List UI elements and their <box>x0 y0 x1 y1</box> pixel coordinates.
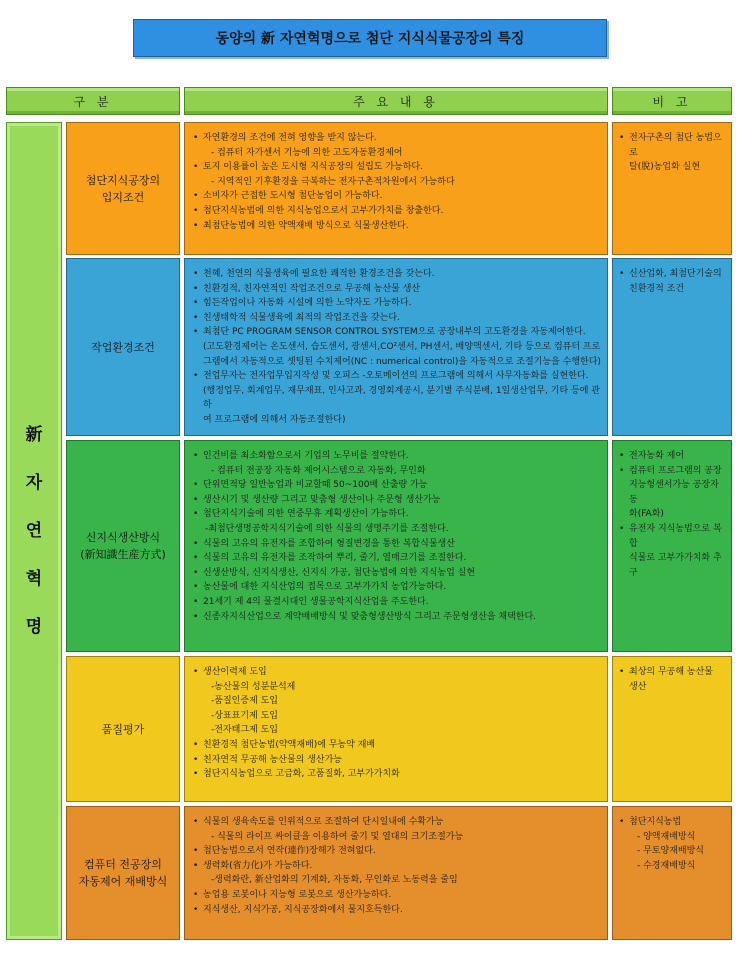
bullet-item: • 신산업화, 최첨단기술의 <box>629 267 725 282</box>
bullet-item: • 첨단농법으로서 연작(連作)장해가 전혀없다. <box>203 844 601 859</box>
row-category <box>66 258 180 436</box>
bullet-item: • 생산시기 및 생산량 그리고 맞춤형 생산이나 주문형 생산가능 <box>203 493 601 508</box>
note-list <box>613 807 731 873</box>
bullet-item: • 첨단지식농법에 의한 지식농업으로서 고부가가치를 창출한다. <box>203 204 601 219</box>
sub-item: -전자태그제 도입 <box>211 725 278 736</box>
category-label: 품질평가 <box>101 722 145 736</box>
bullet-item: • 지식생산, 지식가공, 지식공장화에서 물지호득한다. <box>203 903 601 918</box>
bullet-item: • 친환경적, 친자연적인 작업조건으로 무공해 농산물 생산 <box>203 282 601 297</box>
sub-item: 친환경적 조건 <box>629 283 685 294</box>
row-content <box>184 656 608 802</box>
sub-item: - 양액재배방식 <box>637 831 696 842</box>
category-label: 신지식생산방식 <box>85 531 161 544</box>
sub-item: -생력화란, 新산업화의 기계화, 자동화, 무인화로 노동력을 줄임 <box>211 875 458 886</box>
bullet-item: • 친환경적 첨단농법(약액재배)에 무농약 재배 <box>203 738 601 753</box>
bullet-item: • 식물의 고유의 유전자를 조작하여 뿌리, 줄기, 열매크기를 조절한다. <box>203 551 601 566</box>
sub-item: -최첨단생명공학지식기술에 의한 식물의 생명주기를 조절한다. <box>205 523 449 534</box>
bullet-item: • 단위면적당 일반농업과 비교할때 50~100배 산출량 가능 <box>203 478 601 493</box>
sub-item: - 수경재배방식 <box>637 860 696 871</box>
bullet-item: • 유전자 지식농법으로 복합 <box>629 522 725 551</box>
bullet-item: • 최상의 무공해 농산물 <box>629 665 725 680</box>
bullet-item: • 인건비를 최소화함으로서 기업의 노무비를 절약한다. <box>203 449 601 464</box>
row-category <box>66 806 180 940</box>
page-title: 동양의 新 자연혁명으로 첨단 지식식물공장의 특징 <box>133 19 607 57</box>
bullet-item: • 농산물에 대한 지식산업의 접목으로 고부가가치 농업가능하다. <box>203 580 601 595</box>
bullet-item: • 최첨단 PC PROGRAM SENSOR CONTROL SYSTEM으로 공장내부의 고도환경을 자동제어한다. <box>203 325 601 340</box>
row-content <box>184 122 608 255</box>
bullet-item: • 친생태학적 식물생육에 최적의 작업조건을 갖는다. <box>203 311 601 326</box>
note-list <box>613 123 731 175</box>
bullet-item: • 식물의 생육속도를 인위적으로 조절하여 단시일내에 수확가능 <box>203 815 601 830</box>
row-note <box>612 258 732 436</box>
sub-item: - 식물의 라이프 싸이클을 이용하여 줄기 및 열대의 크기조절가능 <box>211 831 464 842</box>
bullet-item: • 전자구촌의 첨단 농법으로 <box>629 131 725 160</box>
bullet-item: • 소비자가 근접한 도시형 첨단농업이 가능하다. <box>203 189 601 204</box>
note-list <box>613 259 731 296</box>
row-category <box>66 122 180 255</box>
bullet-item: • 신종자지식산업으로 계약배배방식 및 맞춤형생산방식 그리고 주문형생산을 채택한다. <box>203 610 601 625</box>
content-list <box>185 123 607 233</box>
sub-item: -농산물의 성분분석제 <box>211 681 296 692</box>
sub-item: - 컴퓨터 자가센서 기능에 의한 고도자동환경제어 <box>211 147 403 158</box>
row-note <box>612 656 732 802</box>
content-list <box>185 441 607 624</box>
sub-item: - 컴퓨터 전공장 자동화 제어시스템으로 자동화, 무인화 <box>211 465 426 476</box>
bullet-item: • 첨단지식농업으로 고급화, 고품질화, 고부가가치화 <box>203 767 601 782</box>
side-label-char: 연 <box>25 521 43 541</box>
bullet-item: • 생력화(省力化)가 가능하다. <box>203 859 601 874</box>
row-note <box>612 122 732 255</box>
side-label-char: 新 <box>25 425 43 445</box>
bullet-item: • 자연환경의 조건에 전혀 영향을 받지 않는다. <box>203 131 601 146</box>
sub-item: 그램에서 자동적으로 셋팅된 수치제어(NC : numerical control)을 자동적으로 조절기능을 수행한다) <box>203 356 601 367</box>
sub-item: - 지역적인 기후환경을 극복하는 전자구촌적차원에서 가능하다 <box>211 176 455 187</box>
side-label-char: 자 <box>25 473 43 493</box>
sub-item: - 무토양재배방식 <box>637 846 704 857</box>
bullet-item: • 최첨단농법에 의한 약액재배 방식으로 식물생산한다. <box>203 219 601 234</box>
bullet-item: • 힘든작업이나 자동화 시설에 의한 노약자도 가능하다. <box>203 296 601 311</box>
category-label: 입지조건 <box>101 190 145 204</box>
side-label-char: 혁 <box>25 569 43 589</box>
category-label: 자동제어 재배방식 <box>78 875 168 888</box>
bullet-item: • 신생산방식, 신지식생산, 신지식 가공, 첨단농법에 의한 지식농업 실현 <box>203 566 601 581</box>
sub-item: 여 프로그램에 의해서 자동조절한다) <box>203 414 346 425</box>
header-note: 비 고 <box>612 87 732 115</box>
side-label-char: 명 <box>25 617 43 637</box>
bullet-item: • 농업용 로봇이나 지능형 로봇으로 생산가능하다. <box>203 888 601 903</box>
sub-item: 생산 <box>629 681 647 692</box>
category-label: 작업환경조건 <box>91 340 155 354</box>
bullet-item: • 첨단지식기술에 의한 연중무휴 계획생산이 가능하다. <box>203 507 601 522</box>
row-category <box>66 440 180 652</box>
sub-item: 화(FA화) <box>629 509 664 520</box>
side-label <box>6 122 62 940</box>
header-category: 구 분 <box>6 87 180 115</box>
row-category <box>66 656 180 802</box>
bullet-item: • 토지 이용률이 높은 도시형 지식공장의 설립도 가능하다. <box>203 160 601 175</box>
bullet-item: • 전업무자는 전자업무입지작성 및 오피스 -오토메이션의 프로그램에 의해서 사무자동화를 실현한다. <box>203 369 601 384</box>
note-list <box>613 441 731 580</box>
bullet-item: • 전자농화 제어 <box>629 449 725 464</box>
sub-item: 식물로 고부가가치화 추구 <box>629 553 722 578</box>
row-note <box>612 806 732 940</box>
row-content <box>184 258 608 436</box>
sub-item: (고도환경제어는 온도센서, 습도센서, 광센서,CO²센서, PH센서, 배양액센서, 기타 등으로 컴퓨터 프로 <box>203 341 601 352</box>
header-content: 주 요 내 용 <box>184 87 608 115</box>
category-label: 첨단지식공장의 <box>85 173 161 187</box>
sub-item: -상표표기제 도입 <box>211 710 278 721</box>
sub-item: (행정업무, 회계업무, 재무재표, 인사고과, 경영회계공시, 분기별 주식분배, 1일생산업무, 기타 등에 관하 <box>203 385 600 411</box>
bullet-item: • 21세기 제 4의 물결시대인 생물공학지식산업을 주도한다. <box>203 595 601 610</box>
row-content <box>184 440 608 652</box>
content-list <box>185 807 607 917</box>
row-note <box>612 440 732 652</box>
bullet-item: • 친자연적 무공해 농산물의 생산가능 <box>203 753 601 768</box>
sub-item: 탈(脫)농업화 실현 <box>629 162 701 173</box>
bullet-item: • 천혜, 천연의 식물생육에 필요한 쾌적한 환경조건을 갖는다. <box>203 267 601 282</box>
bullet-item: • 첨단지식농법 <box>629 815 725 830</box>
bullet-item: • 컴퓨터 프로그램의 공장 <box>629 464 725 479</box>
sub-item: -품질인증제 도입 <box>211 696 278 707</box>
row-content <box>184 806 608 940</box>
content-list <box>185 259 607 428</box>
category-label: (新知識生産方式) <box>80 548 166 561</box>
sub-item: 지능형센서가능 공장자동 <box>629 480 719 505</box>
content-list <box>185 657 607 782</box>
note-list <box>613 657 731 694</box>
bullet-item: • 생산이력제 도입 <box>203 665 601 680</box>
category-label: 컴퓨터 전공장의 <box>84 858 162 871</box>
bullet-item: • 식물의 고유의 유전자를 조합하여 형질변경을 통한 복합식물생산 <box>203 537 601 552</box>
